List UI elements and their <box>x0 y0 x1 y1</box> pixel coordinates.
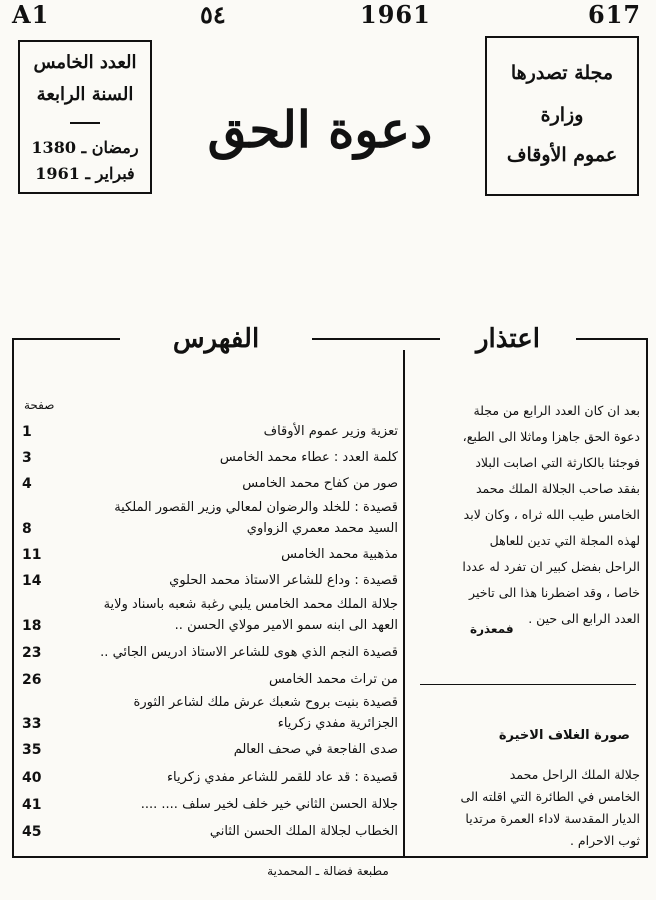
toc-title: جلالة الملك محمد الخامس يلبي رغبة شعبه باسناد ولاية <box>103 597 398 612</box>
toc-page-number: 1 <box>22 424 32 440</box>
toc-page-number: 26 <box>22 672 42 688</box>
toc-heading: الفهرس <box>120 324 312 354</box>
apology-signature: فمعذرة <box>470 622 514 636</box>
apology-line: الخامس طيب الله ثراه ، وكان لابد <box>463 507 640 522</box>
toc-item <box>22 643 398 663</box>
toc-title: قصيدة بنيت بروح شعبك عرش ملك لشاعر الثورة <box>133 695 398 710</box>
column-divider <box>403 350 405 856</box>
cover-photo-heading: صورة الغلاف الاخيرة <box>498 728 630 743</box>
toc-title: كلمة العدد : عطاء محمد الخامس <box>219 450 398 465</box>
toc-item <box>22 545 398 565</box>
toc-title: قصيدة النجم الذي هوى للشاعر الاستاذ ادريس الجائي .. <box>100 645 398 660</box>
page-number-mark: 617 <box>588 0 642 29</box>
toc-item <box>22 693 398 713</box>
toc-title: صدى الفاجعة في صحف العالم <box>233 742 398 757</box>
toc-title: قصيدة : للخلد والرضوان لمعالي وزير القصور الملكية <box>114 500 398 515</box>
toc-item <box>22 768 398 788</box>
cover-photo-line: جلالة الملك الراحل محمد <box>509 767 640 782</box>
toc-page-number: 11 <box>22 547 42 563</box>
apology-heading: اعتذار <box>440 324 576 354</box>
frame-top-line <box>12 338 120 340</box>
printer-footer: مطبعة فضالة ـ المحمدية <box>267 864 389 878</box>
toc-page-number: 41 <box>22 797 42 813</box>
cover-photo-text <box>414 764 640 852</box>
toc-page-number: 40 <box>22 770 42 786</box>
hijri-date: رمضان ـ 1380 <box>31 138 139 157</box>
page-mark-center: ٥٤ <box>200 0 226 29</box>
apology-line: لهذه المجلة التي تدين للعاهل <box>489 533 640 548</box>
apology-line: فوجئنا بالكارثة التي اصابت البلاد <box>475 455 640 470</box>
toc-title: السيد محمد معمري الزواوي <box>246 521 398 536</box>
frame-top-line <box>312 338 440 340</box>
toc-page-number: 14 <box>22 573 42 589</box>
apology-text <box>414 398 640 632</box>
toc-item <box>22 448 398 468</box>
toc-title: الخطاب لجلالة الملك الحسن الثاني <box>209 824 398 839</box>
publisher-line-2: وزارة <box>540 104 584 126</box>
toc-item <box>22 571 398 591</box>
toc-title: قصيدة : قد عاد للقمر للشاعر مفدي زكرياء <box>166 770 398 785</box>
toc-page-number: 18 <box>22 618 42 634</box>
publisher-line-3: عموم الأوقاف <box>506 144 618 166</box>
toc-title: صور من كفاح محمد الخامس <box>242 476 398 491</box>
toc-page-number: 23 <box>22 645 42 661</box>
toc-title: الجزائرية مفدي زكرياء <box>277 716 398 731</box>
apology-line: دعوة الحق جاهزا وماثلا الى الطبع، <box>462 429 640 444</box>
toc-item <box>22 498 398 518</box>
apology-line: خاصا ، وقد اضطرنا هذا الى تاخير <box>469 585 640 600</box>
toc-page-number: 45 <box>22 824 42 840</box>
cover-photo-line: ثوب الاحرام . <box>569 833 640 848</box>
apology-line: بعد ان كان العدد الرابع من مجلة <box>473 403 640 418</box>
toc-title: جلالة الحسن الثاني خير خلف لخير سلف .... .... <box>140 797 398 812</box>
toc-item <box>22 795 398 815</box>
toc-title: العهد الى ابنه سمو الامير مولاي الحسن .. <box>174 618 398 633</box>
page-column-label: صفحة <box>24 398 55 412</box>
issue-number: العدد الخامس <box>33 52 137 73</box>
toc-title: قصيدة : وداع للشاعر الاستاذ محمد الحلوي <box>169 573 398 588</box>
toc-title: مذهبية محمد الخامس <box>281 547 398 562</box>
toc-page-number: 4 <box>22 476 32 492</box>
toc-title: تعزية وزير عموم الأوقاف <box>263 424 398 439</box>
publisher-box <box>485 36 639 196</box>
apology-line: الراحل بفضل كبير ان تفرد له عددا <box>462 559 640 574</box>
toc-page-number: 8 <box>22 521 32 537</box>
toc-item <box>22 822 398 842</box>
masthead-title: دعوة الحق <box>207 100 433 159</box>
page-mark-left: A1 <box>12 0 50 29</box>
toc-item <box>22 474 398 494</box>
issue-year: السنة الرابعة <box>36 84 134 105</box>
issue-box <box>18 40 152 194</box>
publisher-line-1: مجلة تصدرها <box>510 62 614 84</box>
section-divider <box>420 684 636 685</box>
toc-item <box>22 670 398 690</box>
year-mark: 1961 <box>360 0 431 29</box>
cover-photo-line: الخامس في الطائرة التي اقلته الى <box>460 789 640 804</box>
apology-line: بفقد صاحب الجلالة الملك محمد <box>475 481 640 496</box>
toc-item <box>22 519 398 539</box>
toc-title: من تراث محمد الخامس <box>268 672 398 687</box>
gregorian-date: فبراير ـ 1961 <box>35 164 135 183</box>
cover-photo-line: الديار المقدسة لاداء العمرة مرتديا <box>465 811 640 826</box>
toc-page-number: 3 <box>22 450 32 466</box>
toc-item <box>22 740 398 760</box>
box-divider <box>70 122 100 124</box>
toc-item <box>22 714 398 734</box>
frame-top-line <box>576 338 646 340</box>
toc-page-number: 33 <box>22 716 42 732</box>
toc-item <box>22 595 398 615</box>
toc-page-number: 35 <box>22 742 42 758</box>
toc-item <box>22 616 398 636</box>
toc-item <box>22 422 398 442</box>
apology-line: العدد الرابع الى حين . <box>528 611 640 626</box>
